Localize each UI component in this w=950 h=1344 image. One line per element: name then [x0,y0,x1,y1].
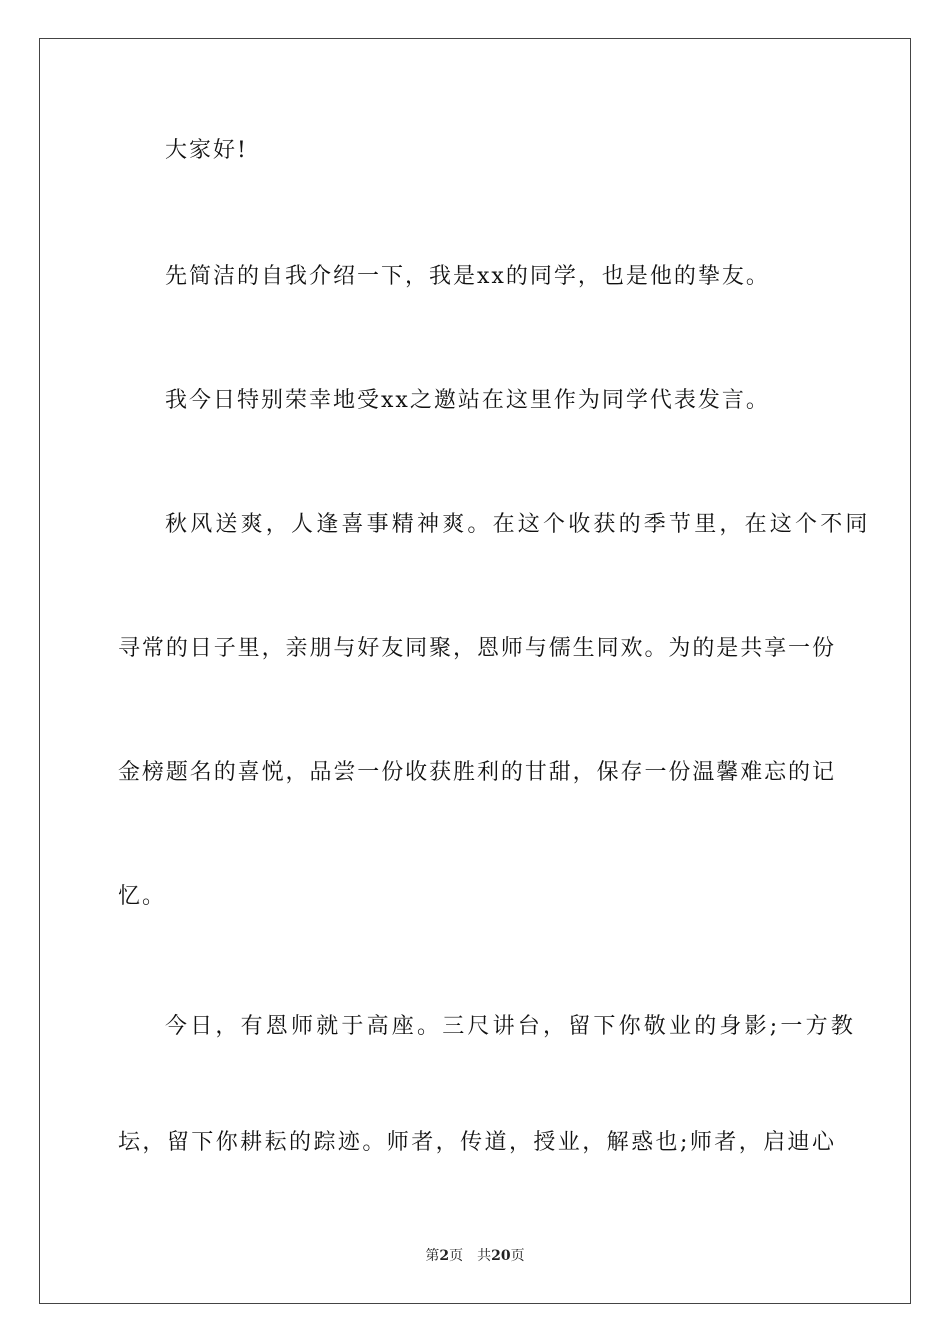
paragraph-line-6: 金榜题名的喜悦，品尝一份收获胜利的甘甜，保存一份温馨难忘的记 [118,760,834,785]
paragraph-line-9: 坛，留下你耕耘的踪迹。师者，传道，授业，解惑也;师者，启迪心 [118,1130,834,1155]
page-footer [0,1246,950,1266]
total-suffix: 页 [510,1248,525,1264]
paragraph-line-1: 大家好! [165,138,248,163]
paragraph-line-7: 忆。 [118,884,167,909]
paragraph-line-4: 秋风送爽，人逢喜事精神爽。在这个收获的季节里，在这个不同 [165,512,871,537]
paragraph-line-5: 寻常的日子里，亲朋与好友同聚，恩师与儒生同欢。为的是共享一份 [118,636,834,661]
current-page-number: 2 [439,1248,450,1264]
page-suffix: 页 [449,1248,464,1264]
page-prefix: 第 [425,1248,440,1264]
paragraph-line-8: 今日，有恩师就于高座。三尺讲台，留下你敬业的身影;一方教 [165,1014,857,1039]
page-border [39,38,911,1304]
paragraph-line-2: 先简洁的自我介绍一下，我是xx的同学，也是他的挚友。 [165,264,770,289]
total-pages-number: 20 [491,1248,511,1264]
paragraph-line-3: 我今日特别荣幸地受xx之邀站在这里作为同学代表发言。 [165,388,770,413]
total-prefix: 共 [477,1248,492,1264]
